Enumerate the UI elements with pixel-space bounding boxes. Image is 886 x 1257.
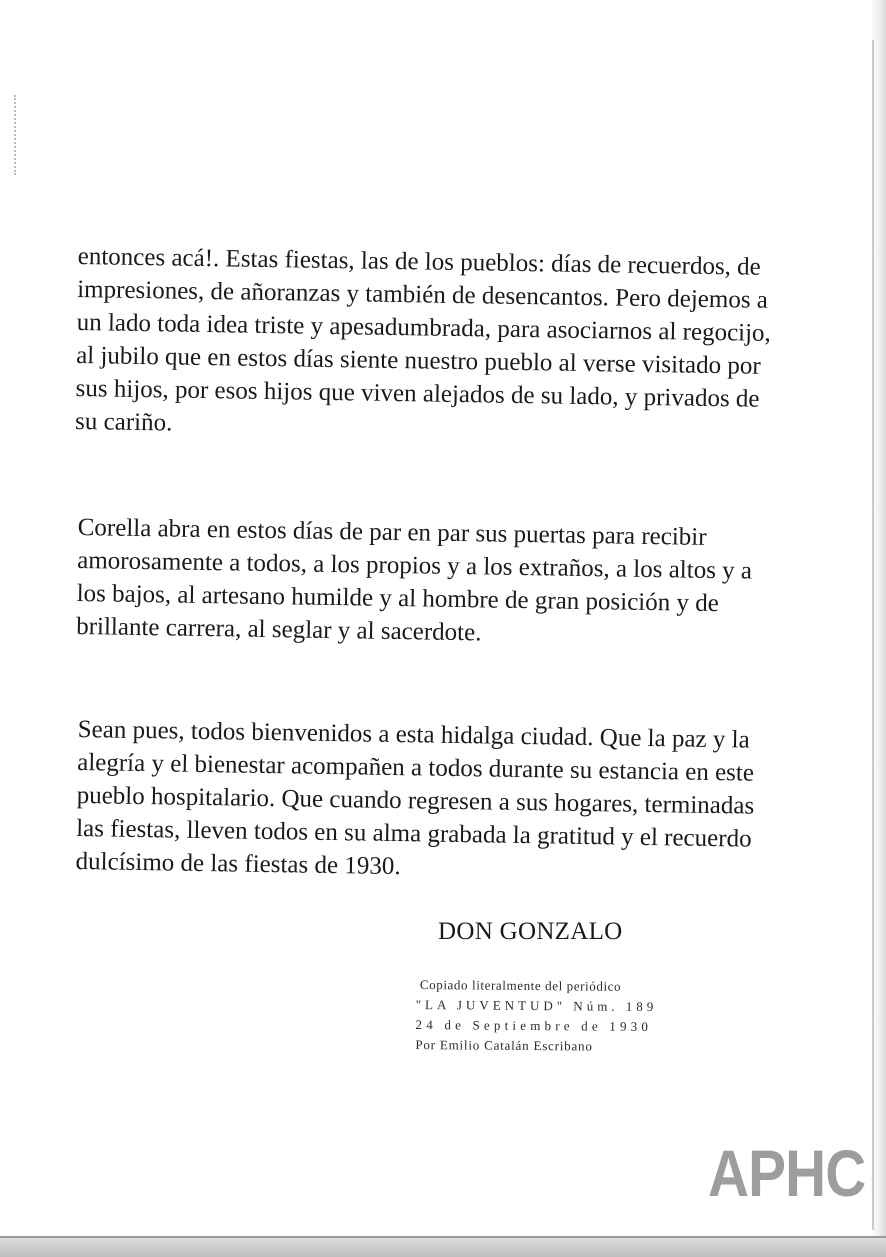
paragraph-fiestas: entonces acá!. Estas fiestas, las de los pueblos: días de recuerdos, de impresiones, de añoranzas y también de desencantos. Pero dejemos a un lado toda idea triste y apesadumbrada, para asociarnos al regocijo, al jubilo que en estos días siente nuestro pueblo al verse visitado por sus hijos, por esos hijos que viven alejados de su lado, y privados de su cariño. xyxy=(74,242,772,437)
scan-right-edge-line xyxy=(872,40,874,1230)
source-note xyxy=(415,975,657,1057)
scan-bottom-edge xyxy=(0,1238,886,1257)
source-note-line: 24 de Septiembre de 1930 xyxy=(415,1016,653,1035)
source-note-line: Por Emilio Catalán Escribano xyxy=(415,1036,593,1054)
source-note-line: Copiado literalmente del periódico xyxy=(419,977,622,994)
scan-edge-marks xyxy=(14,95,19,175)
paragraph-bienvenidos: Sean pues, todos bienvenidos a esta hidalga ciudad. Que la paz y la alegría y el bienestar acompañen a todos durante su estancia en este pueblo hospitalario. Que cuando regresen a sus hogares, terminadas las fiestas, lleven todos en su alma grabada la gratitud y el recuerdo dulcísimo de las fiestas de 1930. xyxy=(75,715,755,881)
source-note-line: "LA JUVENTUD" Núm. 189 xyxy=(415,996,658,1015)
paragraph-corella: Corella abra en estos días de par en par sus puertas para recibir amorosamente a todos, a los propios y a los extraños, a los altos y a los bajos, al artesano humilde y al hombre de gran posición y de brillante carrera, al seglar y al sacerdote. xyxy=(75,513,753,647)
signature: DON GONZALO xyxy=(438,918,623,945)
aphc-watermark-logo: APHC xyxy=(708,1136,866,1210)
